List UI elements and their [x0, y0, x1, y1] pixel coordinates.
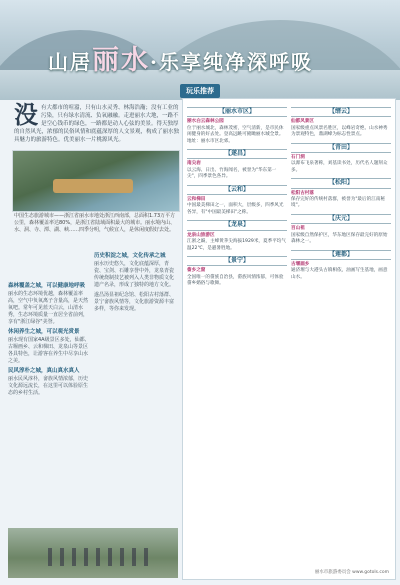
guide-section: 【莲都】 — [291, 250, 391, 260]
footer-url: 丽水市旅游委员会 www.gotols.com — [314, 570, 389, 575]
left-text: 丽水的生态环境优越，森林覆盖率高，空气中负氧离子含量高，是天然氧吧。常年可见蓝天白云，山清水秀，生态环境质量一直居全省前列，享有"浙江绿谷"美誉。 — [8, 291, 89, 325]
guide-item-title: 龙泉山旅游区 — [187, 232, 215, 238]
guide-item-title: 仙都风景区 — [291, 119, 314, 125]
intro-text: 有大都市的喧嚣，只有山水灵秀、林海浩瀚；没有工业的污染，只有绿水清流、负氧融融。走进丽水大地，一路不是空心钱币的绿色，一路都是动人心弦的美景。得天独厚的自然风光，浓郁的民俗风情和底蕴深厚的人文景观，构成了丽水独具魅力的旅游特色。优美丽水一片桃源风光。 — [14, 105, 180, 143]
guide-item-text: 中国最美梯田之一，面积大，层级多，四季风光各异，有"中国最美梯田"之称。 — [187, 203, 284, 215]
title-sep: · — [150, 50, 159, 74]
title-part2: 乐享纯净深呼吸 — [158, 50, 313, 74]
recommend-tag: 玩乐推荐 — [180, 84, 220, 98]
dropcap: 没 — [14, 100, 38, 129]
left-text: 丽水现有国家4A级景区多处，仙都、古堰画乡、云和梯田、龙泉山等景区各具特色，让游客在养生中尽享山水之美。 — [8, 337, 90, 364]
title-big: 丽水 — [92, 45, 150, 76]
guide-section: 【景宁】 — [187, 256, 287, 266]
mid-text: 遂昌汤显祖纪念馆、松阳古村落群、景宁畲族风情等，文化旅游资源丰富多样，等你来发现。 — [94, 292, 175, 312]
guide-item-title: 丽水白云森林公园 — [187, 119, 224, 125]
left-heading: 民风淳朴之城，真山真水真人 — [8, 368, 80, 374]
guide-section: 【云和】 — [187, 185, 287, 195]
guide-item-title: 云和梯田 — [187, 197, 206, 203]
guide-section: 【青田】 — [291, 143, 391, 153]
mid-text: 丽水历史悠久，文化底蕴深厚，青瓷、宝剑、石雕享誉中外，龙泉青瓷传统烧制技艺被列入人类非物质文化遗产名录，形成了独特的地方文化。 — [94, 261, 175, 288]
guide-item-text: 通济堰与大港头古镇相依，油画写生基地，画意山水。 — [291, 268, 388, 280]
guide-item-text: 全国唯一的畲族自治县，畲族风情浓郁，可体验畲乡婚俗与歌舞。 — [187, 274, 284, 287]
guide-item-text: 国家级重点风景名胜区，以峰岩奇绝、山水神秀为景观特色，鼎湖峰为标志性景点。 — [291, 125, 388, 138]
guide-section: 【遂昌】 — [187, 149, 287, 159]
mid-column — [94, 250, 178, 313]
left-heading: 森林覆盖之城，可以健康地呼吸 — [8, 283, 86, 289]
guide-item-text: 江浙之巅，主峰黄茅尖海拔1929米，夏季平均气温22℃，是避暑胜地。 — [187, 239, 286, 251]
guide-section: 【松阳】 — [291, 178, 391, 188]
photo-caption: 中国生态旅游城市——浙江省丽水市地处浙江西南部，总面积1.73万平方公里，森林覆盖率达80%，是浙江省陆域面积最大的城市。丽水境内山、水、洞、寺、潭、湖、峡……四季分明，气候宜人，是休闲度假好去处。 — [14, 213, 176, 233]
guide-section: 【丽水市区】 — [187, 107, 287, 117]
guide-item-text: 保存完好的传统村落群，被誉为"最后的江南秘境"。 — [291, 197, 385, 209]
travel-guide-panel — [182, 98, 396, 580]
guide-item-title: 古堰画乡 — [291, 261, 310, 267]
guide-item-title: 石门洞 — [291, 155, 305, 161]
cyclists-photo — [8, 528, 178, 578]
cyclists-shape — [48, 548, 148, 566]
left-heading: 休闲养生之城，可以观光赏景 — [8, 329, 80, 335]
guide-item-title: 百山祖 — [291, 226, 305, 232]
guide-item-text: 以瀑布飞泉著称，刘基读书处，历代名人题刻众多。 — [291, 161, 388, 173]
title-part1: 山居 — [48, 50, 92, 74]
guide-column-b — [291, 103, 391, 281]
guide-item-text: 位于丽水城北，森林茂密，空气清新，是市民休闲健身的好去处。登高远眺可俯瞰丽水城全景。地址：丽水市区北郊。 — [187, 125, 284, 144]
intro-paragraph — [14, 100, 182, 144]
left-column — [8, 280, 92, 397]
mid-heading: 历史积淀之城，文化传承之城 — [94, 253, 166, 259]
guide-section: 【缙云】 — [291, 107, 391, 117]
guide-item-title: 畲乡之窗 — [187, 268, 206, 274]
guide-item-text: 国家级自然保护区，华东地区保存最完好的原始森林之一。 — [291, 232, 388, 245]
page-title — [48, 38, 313, 77]
guide-column-a — [187, 103, 287, 288]
guide-section: 【龙泉】 — [187, 220, 287, 230]
guide-item-title: 松阳古村落 — [291, 190, 314, 196]
guide-item-title: 南尖岩 — [187, 161, 201, 167]
raft-shape — [53, 179, 133, 193]
guide-section: 【庆元】 — [291, 214, 391, 224]
rafting-photo — [12, 150, 180, 212]
left-text: 丽水民风淳朴，畲族风情浓郁，历史文化源远流长，在这里可以体验原生态的乡村生活。 — [8, 376, 89, 396]
guide-item-text: 以云海、日出、竹海闻名，被誉为"华东第一尖"，四季景色各异。 — [187, 167, 277, 180]
